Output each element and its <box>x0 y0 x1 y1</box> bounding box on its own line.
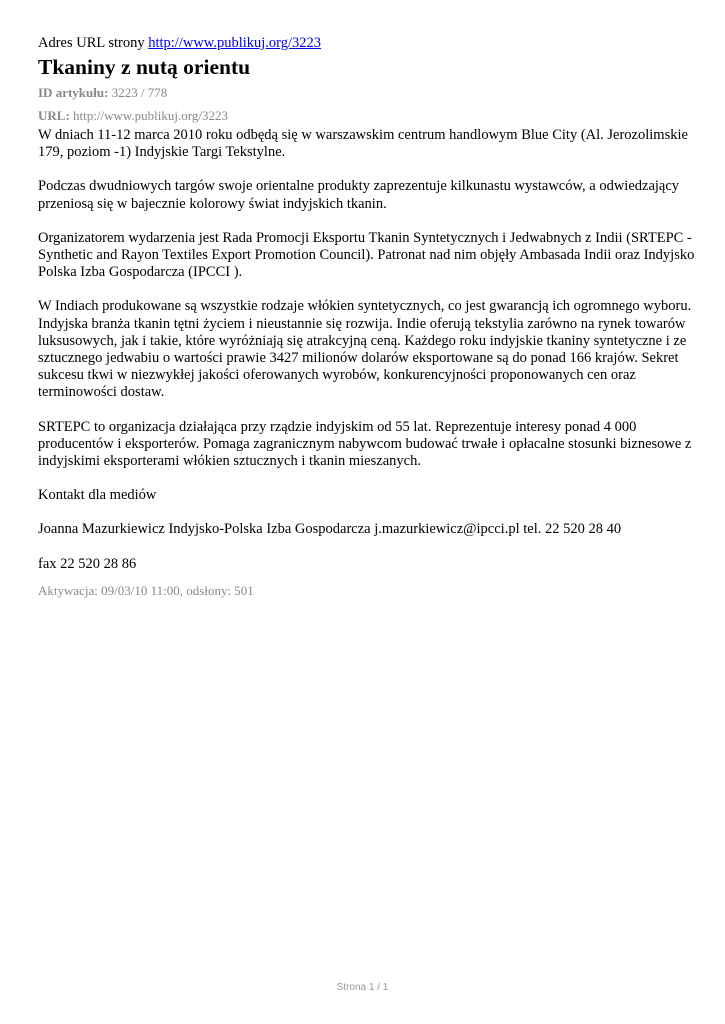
article-paragraph: W Indiach produkowane są wszystkie rodzaje włókien syntetycznych, co jest gwarancją ich ogromnego wyboru. Indyjska branża tkanin tętni życiem i nieustannie się rozwija. Indie oferują tekstylia zarówno na rynek towarów luksusowych, jak i takie, które wyróżniają się atrakcyjną ceną. Każdego roku indyjskie tkaniny syntetyczne i ze sztucznego jedwabiu o wartości prawie 3427 milionów dolarów eksportowane są do ponad 166 krajów. Sekret sukcesu tkwi w niezwykłej jakości oferowanych wyrobów, konkurencyjności proponowanych cen oraz terminowości dostaw. <box>38 298 692 401</box>
article-url-value: http://www.publikuj.org/3223 <box>73 108 228 123</box>
page-url-line <box>38 33 698 53</box>
article-paragraph: W dniach 11-12 marca 2010 roku odbędą się w warszawskim centrum handlowym Blue City (Al. Jerozolimskie 179, poziom -1) Indyjskie Targi Tekstylne. <box>38 127 688 161</box>
media-contact-heading: Kontakt dla mediów <box>38 487 157 504</box>
media-contact <box>38 487 698 573</box>
page-url-link[interactable]: http://www.publikuj.org/3223 <box>148 35 322 51</box>
article-body <box>38 127 698 470</box>
media-contact-person: Joanna Mazurkiewicz Indyjsko-Polska Izba Gospodarcza j.mazurkiewicz@ipcci.pl tel. 22 520 28 40 <box>38 521 622 538</box>
article-id-value: 3223 / 778 <box>111 85 168 100</box>
article-id-line <box>38 84 698 101</box>
document-page <box>38 33 698 599</box>
article-url-label: URL: <box>38 108 70 123</box>
article-url-line <box>38 107 698 124</box>
article-paragraph: Podczas dwudniowych targów swoje orientalne produkty zaprezentuje kilkunastu wystawców, a odwiedzający przeniosą się w bajecznie kolorowy świat indyjskich tkanin. <box>38 178 680 212</box>
activation-info: Aktywacja: 09/03/10 11:00, odsłony: 501 <box>38 582 254 598</box>
article-paragraph: Organizatorem wydarzenia jest Rada Promocji Eksportu Tkanin Syntetycznych i Jedwabnych z Indii (SRTEPC - Synthetic and Rayon Textiles Export Promotion Council). Patronat nad nim objęły Ambasada Indii oraz Indyjsko Polska Izba Gospodarcza (IPCCI ). <box>38 229 695 281</box>
media-contact-fax: fax 22 520 28 86 <box>38 555 137 572</box>
page-number-footer: Strona 1 / 1 <box>336 982 389 993</box>
article-title: Tkaniny z nutą orientu <box>38 55 251 79</box>
article-paragraph: SRTEPC to organizacja działająca przy rządzie indyjskim od 55 lat. Reprezentuje interesy ponad 4 000 producentów i eksporterów. Pomaga zagranicznym nabywcom budować trwałe i opłacalne stosunki biznesowe z indyjskimi eksporterami włókien sztucznych i tkanin mieszanych. <box>38 418 692 470</box>
article-id-label: ID artykułu: <box>38 85 109 100</box>
page-url-label: Adres URL strony <box>38 35 145 51</box>
